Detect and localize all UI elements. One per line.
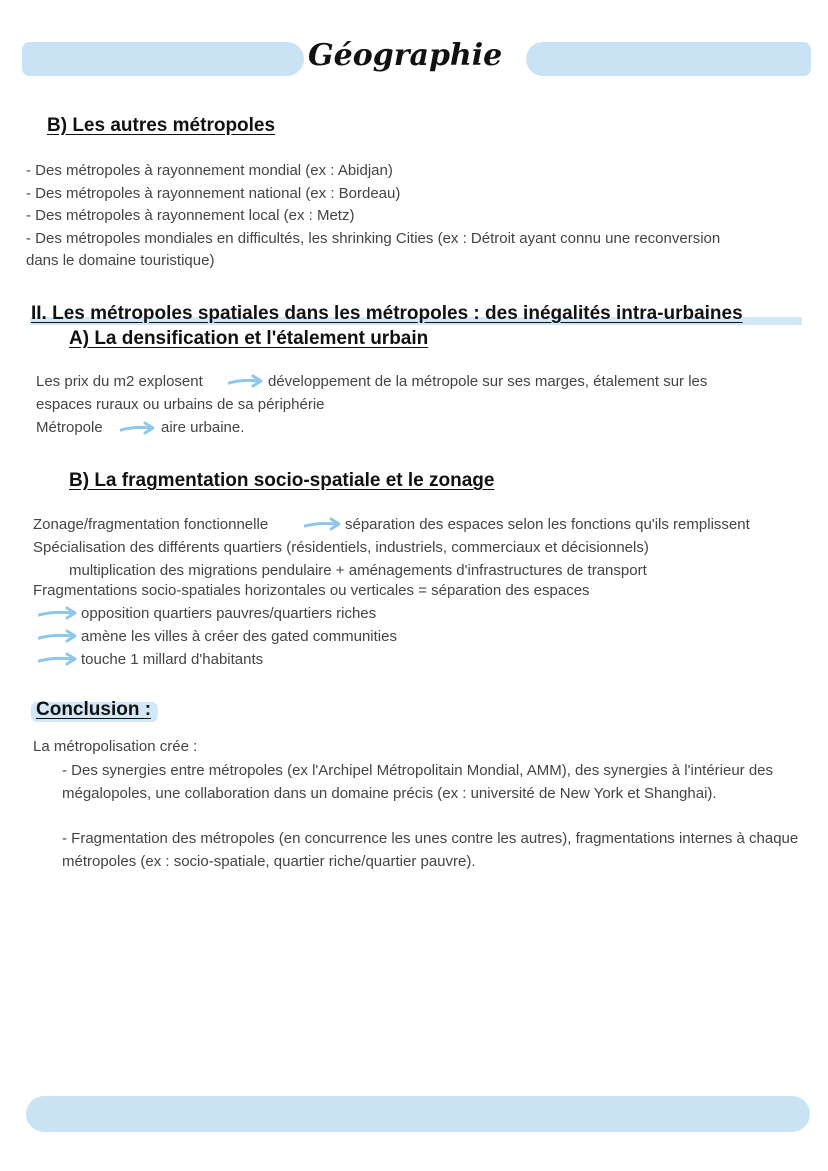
page-title: Géographie [308,38,503,73]
fragmentation-line-1-left: Zonage/fragmentation fonctionnelle [33,516,269,533]
fragmentation-line-2: Spécialisation des différents quartiers (résidentiels, industriels, commerciaux et décisionnels) [33,539,649,556]
list-item: - Des métropoles mondiales en difficultés, les shrinking Cities (ex : Détroit ayant connu une reconversion [26,229,721,247]
right-arrow-icon [120,421,156,435]
fragmentation-line-1-right: séparation des espaces selon les fonctions qu'ils remplissent [345,516,750,533]
densification-line-1-right: développement de la métropole sur ses marges, étalement sur les [268,373,708,390]
footer-brush [26,1096,810,1132]
list-item: - Des métropoles à rayonnement mondial (ex : Abidjan) [26,162,393,179]
densification-line-3-right: aire urbaine. [161,419,245,436]
conclusion-item: - Fragmentation des métropoles (en concurrence les unes contre les autres), fragmentations internes à chaque métropoles (ex : socio-spatiale, quartier riche/quartier pauvre). [62,830,799,870]
right-arrow-icon [38,629,78,643]
right-arrow-icon [304,517,342,531]
header-brush-right [526,42,811,76]
densification-line-1-left: Les prix du m2 explosent [36,373,203,390]
conclusion-intro: La métropolisation crée : [33,738,198,755]
subheading-fragmentation: B) La fragmentation socio-spatiale et le zonage [69,470,495,491]
list-item: opposition quartiers pauvres/quartiers riches [81,605,377,622]
subheading-densification: A) La densification et l'étalement urbain [69,328,429,349]
right-arrow-icon [228,374,264,388]
list-item: touche 1 millard d'habitants [81,651,264,668]
section-heading-ii: II. Les métropoles spatiales dans les métropoles : des inégalités intra-urbaines [31,303,743,324]
header-brush-left [22,42,304,76]
densification-line-3-left: Métropole [36,419,103,436]
list-item: - Des métropoles à rayonnement local (ex : Metz) [26,207,355,224]
fragmentation-line-4: Fragmentations socio-spatiales horizontales ou verticales = séparation des espaces [33,582,590,599]
densification-line-2: espaces ruraux ou urbains de sa périphérie [36,396,325,413]
section-heading-autres-metropoles: B) Les autres métropoles [47,115,276,136]
list-item: - Des métropoles à rayonnement national (ex : Bordeau) [26,184,401,202]
fragmentation-line-3: multiplication des migrations pendulaire + aménagements d'infrastructures de transport [69,562,647,579]
right-arrow-icon [38,652,78,666]
right-arrow-icon [38,606,78,620]
list-item: amène les villes à créer des gated communities [81,628,397,645]
list-item: dans le domaine touristique) [26,252,215,269]
conclusion-item: - Des synergies entre métropoles (ex l'Archipel Métropolitain Mondial, AMM), des synergies à l'intérieur des mégalopoles, une collaboration dans un domaine précis (ex : université de New York et Shanghai). [62,762,774,802]
metropoles-list [26,160,720,273]
conclusion-heading: Conclusion : [36,699,152,720]
